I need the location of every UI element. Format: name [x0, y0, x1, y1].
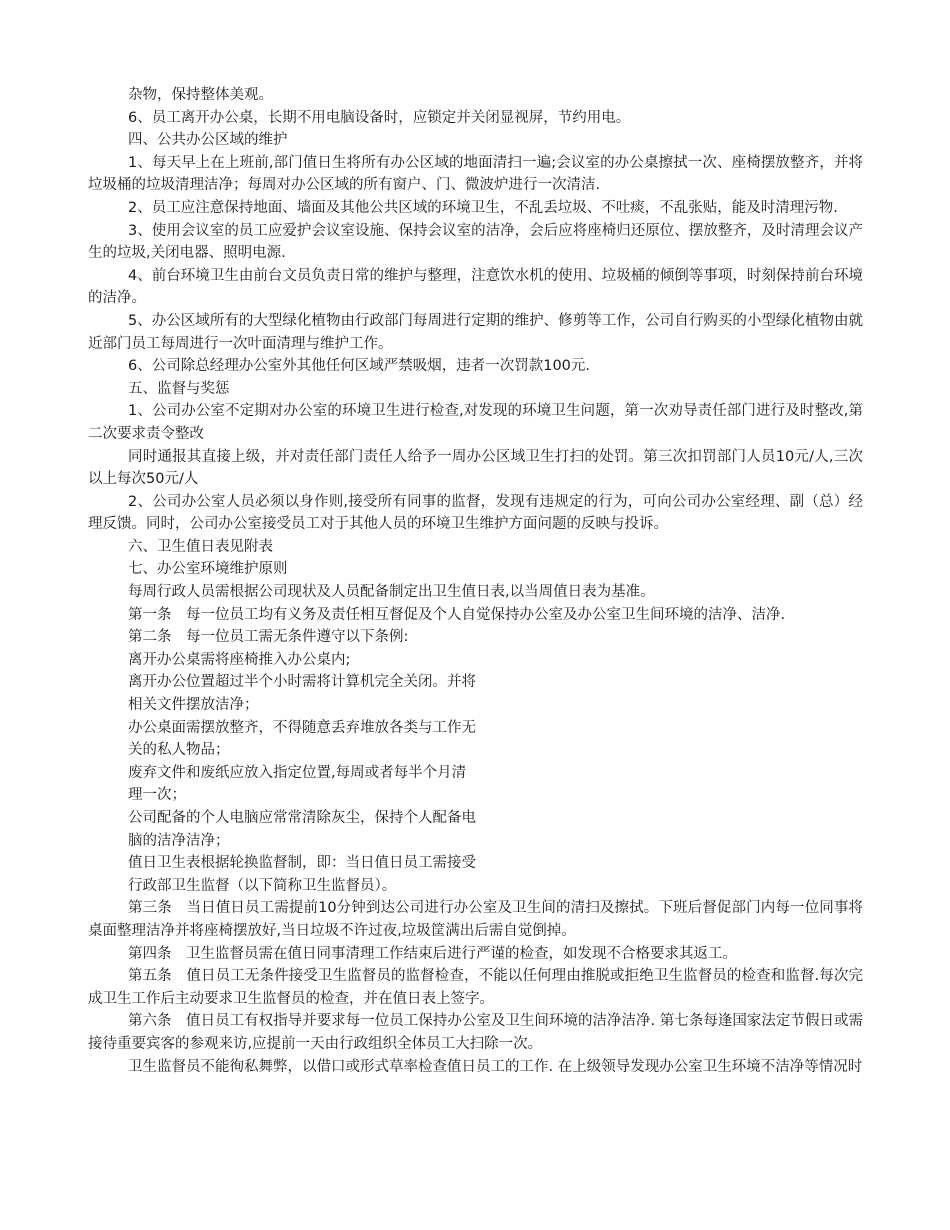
- paragraph: 4、前台环境卫生由前台文员负责日常的维护与整理，注意饮水机的使用、垃圾桶的倾倒等事项，时刻保持前台环境的洁净。: [88, 267, 863, 307]
- paragraph: 办公桌面需摆放整齐，不得随意丢弃堆放各类与工作无: [128, 719, 476, 736]
- paragraph: 1、公司办公室不定期对办公室的环境卫生进行检查,对发现的环境卫生问题，第一次劝导责任部门进行及时整改,第二次要求责令整改: [88, 403, 863, 442]
- paragraph: 5、办公区域所有的大型绿化植物由行政部门每周进行定期的维护、修剪等工作，公司自行购买的小型绿化植物由就近部门员工每周进行一次叶面清理与维护工作。: [88, 312, 863, 352]
- paragraph: 值日卫生表根据轮换监督制，即：当日值日员工需接受: [128, 855, 476, 872]
- paragraph: 6、公司除总经理办公室外其他任何区域严禁吸烟，违者一次罚款100元.: [128, 358, 591, 375]
- paragraph: 公司配备的个人电脑应常常清除灰尘，保持个人配备电: [128, 810, 476, 826]
- paragraph: 行政部卫生监督（以下简称卫生监督员）。: [128, 877, 397, 894]
- paragraph: 每周行政人员需根据公司现状及人员配备制定出卫生值日表,以当周值日表为基准。: [128, 584, 655, 601]
- paragraph: 2、员工应注意保持地面、墙面及其他公共区域的环境卫生，不乱丢垃圾、不吐痰，不乱张贴，能及时清理污物.: [128, 199, 838, 216]
- paragraph: 2、公司办公室人员必须以身作则,接受所有同事的监督，发现有违规定的行为，可向公司办公室经理、副（总）经理反馈。同时，公司办公室接受员工对于其他人员的环境卫生维护方面问题的反映与投诉。: [88, 493, 863, 533]
- paragraph: 3、使用会议室的员工应爱护会议室设施、保持会议室的洁净，会后应将座椅归还原位、摆放整齐，及时清理会议产生的垃圾,关闭电器、照明电源.: [88, 222, 863, 262]
- paragraph: 第五条 值日员工无条件接受卫生监督员的监督检查，不能以任何理由推脱或拒绝卫生监督员的检查和监督.每次完成卫生工作后主动要求卫生监督员的检查，并在值日表上签字。: [88, 968, 863, 1007]
- paragraph: 离开办公桌需将座椅推入办公桌内;: [128, 651, 351, 668]
- paragraph: 七、办公室环境维护原则: [128, 561, 288, 578]
- document-body: [88, 84, 863, 1078]
- paragraph: 杂物，保持整体美观。: [128, 87, 273, 103]
- paragraph: 六、卫生值日表见附表: [128, 538, 273, 555]
- paragraph: 同时通报其直接上级，并对责任部门责任人给予一周办公区域卫生打扫的处罚。第三次扣罚部门人员10元/人,三次以上每次50元/人: [88, 448, 863, 488]
- paragraph: 第六条 值日员工有权指导并要求每一位员工保持办公室及卫生间环境的洁净洁净. 第七条每逢国家法定节假日或需接待重要宾客的参观来访,应提前一天由行政组织全体员工大扫除一次。: [88, 1013, 863, 1052]
- paragraph: 第一条 每一位员工均有义务及责任相互督促及个人自觉保持办公室及办公室卫生间环境的洁净、洁净.: [128, 606, 786, 623]
- paragraph: 第三条 当日值日员工需提前10分钟到达公司进行办公室及卫生间的清扫及擦拭。下班后督促部门内每一位同事将桌面整理洁净并将座椅摆放好,当日垃圾不许过夜,垃圾筐满出后需自觉倒掉。: [88, 900, 863, 939]
- paragraph: 第二条 每一位员工需无条件遵守以下条例:: [128, 629, 409, 646]
- paragraph: 脑的洁净洁净；: [128, 832, 230, 849]
- paragraph: 废弃文件和废纸应放入指定位置,每周或者每半个月清: [128, 764, 467, 781]
- paragraph: 离开办公位置超过半个小时需将计算机完全关闭。并将: [128, 674, 476, 691]
- paragraph: 1、每天早上在上班前,部门值日生将所有办公区域的地面清扫一遍;会议室的办公桌擦拭一次、座椅摆放整齐，并将垃圾桶的垃圾清理洁净；每周对办公区域的所有窗户、门、微波炉进行一次清洁.: [88, 154, 863, 194]
- paragraph: 四、公共办公区域的维护: [128, 132, 288, 149]
- paragraph: 五、监督与奖惩: [128, 380, 230, 397]
- paragraph: 6、员工离开办公桌，长期不用电脑设备时，应锁定并关闭显视屏，节约用电。: [128, 109, 631, 126]
- paragraph: 关的私人物品；: [128, 742, 230, 759]
- paragraph: 第四条 卫生监督员需在值日同事清理工作结束后进行严谨的检查，如发现不合格要求其返工。: [128, 945, 737, 962]
- paragraph: 理一次；: [128, 787, 186, 804]
- paragraph: 相关文件摆放洁净；: [128, 697, 259, 714]
- paragraph: 卫生监督员不能徇私舞弊，以借口或形式草率检查值日员工的工作. 在上级领导发现办公室卫生环境不洁净等情况时: [128, 1058, 863, 1075]
